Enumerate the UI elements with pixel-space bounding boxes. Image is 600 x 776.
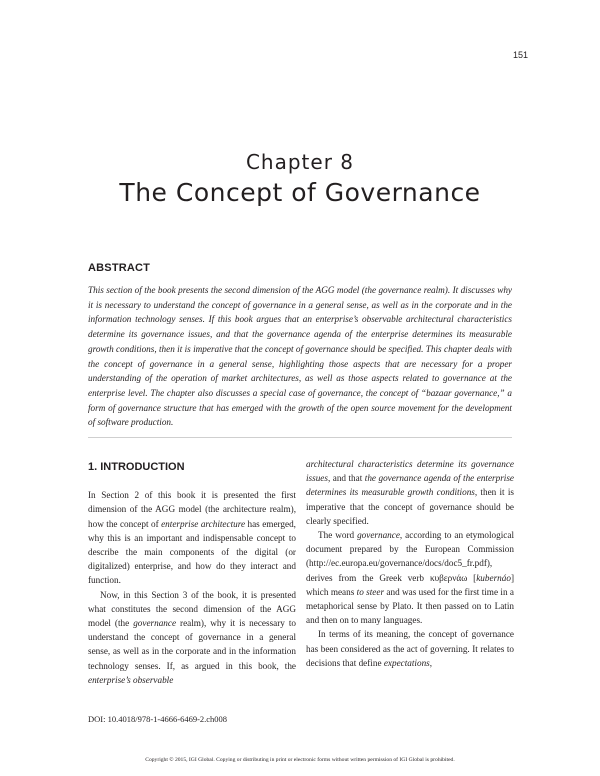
intro-paragraph-1: In Section 2 of this book it is presented the first dimension of the AGG model (the architecture realm), how the concept of enterprise architecture has emerged, why this is an important and indispensable concept to describe the main components of the digital (or digitalized) enterprise, and how do they interact and function. — [88, 490, 296, 586]
abstract-divider — [88, 437, 512, 438]
left-column — [88, 460, 296, 687]
abstract-heading: ABSTRACT — [88, 262, 151, 274]
intro-paragraph-4: In terms of its meaning, the concept of governance has been considered as the act of governing. It relates to decisions that define expectations, — [306, 629, 514, 668]
abstract-text: This section of the book presents the second dimension of the AGG model (the governance realm). It discusses why it is necessary to understand the concept of governance in a general sense, as well as in the corporate and in the information technology senses. If this book argues that an enterprise’s observable architectural characteristics determine its governance issues, and that the governance agenda of the enterprise determines its measurable growth conditions, then it is imperative that the concept of governance should be specified. This chapter deals with the concept of governance in a general sense, highlighting those aspects that are necessary for a proper understanding of the operation of market architectures, as well as those aspects related to governance at the enterprise level. The chapter also discusses a special case of governance, the concept of “bazaar governance,” a form of governance structure that has emerged with the growth of the open source movement for the development of software production. — [88, 285, 512, 428]
copyright-footer: Copyright © 2015, IGI Global. Copying or distributing in print or electronic forms without written permission of IGI Global is prohibited. — [145, 757, 455, 763]
page-number: 151 — [512, 50, 528, 60]
intro-paragraph-2: Now, in this Section 3 of the book, it is presented what constitutes the second dimension of the AGG model (the governance realm), why it is necessary to understand the concept of governance in a general sense, as well as in the corporate and in the information technology senses. If, as argued in this book, the enterprise’s observable — [88, 589, 297, 685]
right-column — [306, 457, 514, 670]
intro-paragraph-2-continued: architectural characteristics determine its governance issues, and that the governance agenda of the enterprise determines its measurable growth conditions, then it is imperative that the concept of governance should be clearly specified. — [306, 459, 515, 526]
doi-line: DOI: 10.4018/978-1-4666-6469-2.ch008 — [88, 714, 228, 724]
chapter-title: The Concept of Governance — [119, 178, 481, 207]
intro-paragraph-3: The word governance, according to an etymological document prepared by the European Commission (http://ec.europa.eu/governance/docs/doc5_fr.pdf), derives from the Greek verb κυβερνάω [kubernáo] which means to steer and was used for the first time in a metaphorical sense by Plato. It then passed on to Latin and then on to many languages. — [306, 530, 514, 626]
chapter-label: Chapter 8 — [245, 150, 355, 174]
section-heading-introduction: 1. INTRODUCTION — [88, 461, 185, 473]
